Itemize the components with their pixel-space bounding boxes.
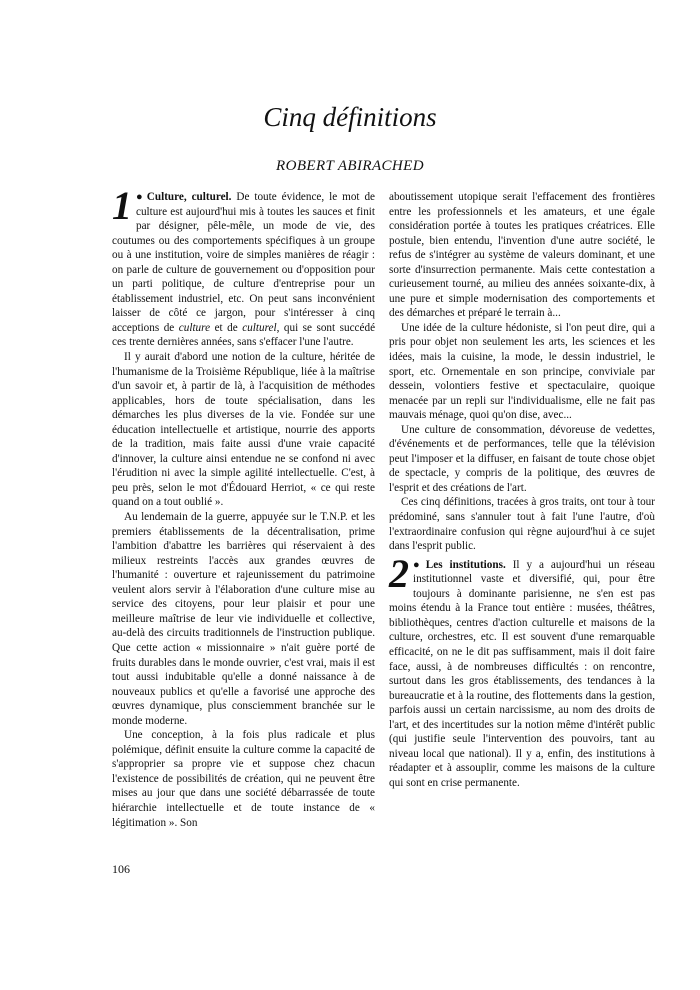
section-1-paragraph-8: Ces cinq définitions, tracées à gros traits, ont tour à tour prédominé, sans s'annuler tout à fait l'une l'autre, d'où l'extraordinaire confusion qui règne aujourd'hui à ce sujet dans l'esprit public. (389, 496, 655, 553)
section-2-number: 2 (389, 550, 409, 596)
section-1-paragraph-2: Il y aurait d'abord une notion de la culture, héritée de l'humanisme de la Troisième République, liée à la maîtrise d'un savoir et, à partir de là, à l'acquisition de méthodes applicables, hors de toute spécialisation, dans les démarches les plus diverses de la vie. Fondée sur une éducation intellectuelle et artistique, nourrie des apports de la tradition, mais faite aussi d'une vraie capacité d'innover, la culture ainsi entendue ne se confond ni avec l'érudition ni avec la simple agilité intellectuelle. C'est, à peu près, selon le mot d'Édouard Herriot, « ce qui reste quand on a tout oublié ». (112, 351, 375, 509)
section-2-heading: Les institutions. (425, 558, 506, 571)
article-title: Cinq définitions (263, 102, 437, 132)
section-1-p1-em2: culturel (242, 321, 277, 334)
left-column (112, 183, 376, 830)
bullet-dot-icon: ● (136, 191, 145, 203)
right-column (389, 190, 655, 790)
section-1-paragraph-3: Au lendemain de la guerre, appuyée sur le T.N.P. et les premiers établissements de la décentralisation, prime l'ambition d'abattre les barrières qui réservaient à des milieux restreints l'accès aux grandes œuvres de l'humanité : ouverture et rajeunissement du patrimoine veulent alors servir à l'élaboration d'une culture mise au service des citoyens, pour leur plaisir et pour une meilleure maîtrise de leur vie individuelle et collective, au-delà des circuits traditionnels de l'instruction publique. Que cette action « missionnaire » n'ait guère porté de fruits durables dans le monde ouvrier, c'est vrai, mais il est tout aussi indubitable qu'elle a donné naissance à de nouveaux publics et qu'elle a favorisé une approche des œuvres dynamique, plus consciemment branchée sur le monde moderne. (112, 511, 375, 727)
section-1-paragraph-4: Une conception, à la fois plus radicale et plus polémique, définit ensuite la culture comme la capacité de s'approprier sa propre vie et suppose chez chacun l'existence de possibilités de création, qui ne peuvent être mises au jour que dans une société débarrassée de toute hiérarchie intellectuelle et de toute instance de « légitimation ». Son (112, 729, 375, 829)
page-number: 106 (112, 862, 130, 876)
article-author: ROBERT ABIRACHED (276, 158, 424, 174)
section-2-text: Il y a aujourd'hui un réseau institutionnel vaste et diversifié, qui, pour être toujours à dominante parisienne, ne s'en est pas moins étendu à la France tout entière : musées, théâtres, bibliothèques, centres d'action culturelle et maisons de la culture, orchestres, etc. Il est souvent d'une remarquable efficacité, on ne le dit pas suffisamment, mais il doit faire face, aussi, à de nombreuses difficultés : on rencontre, surtout dans les gros établissements, des tendances à la bureaucratie et à la routine, des flottements dans la gestion, parfois aussi un certain narcissisme, au nom des droits de l'art, et des incertitudes sur la notion même d'intérêt public (qui justifie seule l'intervention des pouvoirs, tant au niveau local que national). Il y a, enfin, des institutions à réadapter et à assouplir, comme les maisons de la culture qui sont en crise permanente. (389, 558, 655, 789)
section-1-p1-mid: et de (214, 321, 238, 334)
section-1-p1-end: , qui se sont succédé ces trente dernières années, sans s'effacer l'une l'autre. (112, 321, 376, 349)
section-1-paragraph-6: Une idée de la culture hédoniste, si l'on peut dire, qui a pris pour objet non seulement les arts, les sciences et les idées, mais la cuisine, la mode, le dessin industriel, le sport, etc. Ornementale en son principe, conviviale par dessein, volontiers festive et spectaculaire, quoique menacée par un repli sur l'individualisme, elle ne fait pas mauvais ménage, quoi qu'on dise, avec... (389, 321, 655, 422)
section-2-paragraph (389, 550, 655, 791)
section-1-number: 1 (112, 183, 132, 228)
section-1-paragraph-1 (112, 183, 376, 350)
bullet-dot-icon: ● (413, 558, 424, 571)
section-1-paragraph-5: aboutissement utopique serait l'effacement des frontières entre les professionnels et les amateurs, et une égale considération portée à toutes les pratiques créatrices. Elle postule, bien entendu, l'invention d'une autre société, le refus de s'intégrer au système de valeurs dominant, et une sorte d'insurrection permanente. Mais cette contestation a curieusement tourné, au milieu des années soixante-dix, à une pure et simple modernisation des comportements et des démarches et préparé le terrain à... (389, 191, 655, 320)
section-1-heading: Culture, culturel. (146, 191, 232, 203)
section-1-p1-em1: culture (178, 321, 211, 334)
section-1-paragraph-7: Une culture de consommation, dévoreuse de vedettes, d'événements et de performances, telle que la télévision peut l'imposer et la diffuser, en faisant de toute chose objet de spectacle, y compris de la politique, des œuvres de l'esprit et des créations de l'art. (389, 423, 655, 494)
section-1-p1-text: De toute évidence, le mot de culture est aujourd'hui mis à toutes les sauces et finit par désigner, pêle-mêle, un mode de vie, des coutumes ou des comportements spécifiques à un groupe ou à une institution, voire de simples manières de réagir : on parle de culture de gouvernement ou d'opposition pour un parti politique, de culture d'entreprise pour un établissement industriel, etc. On peut sans inconvénient laisser de côté ce jargon, pour s'intéresser à cinq acceptions de (112, 191, 375, 334)
